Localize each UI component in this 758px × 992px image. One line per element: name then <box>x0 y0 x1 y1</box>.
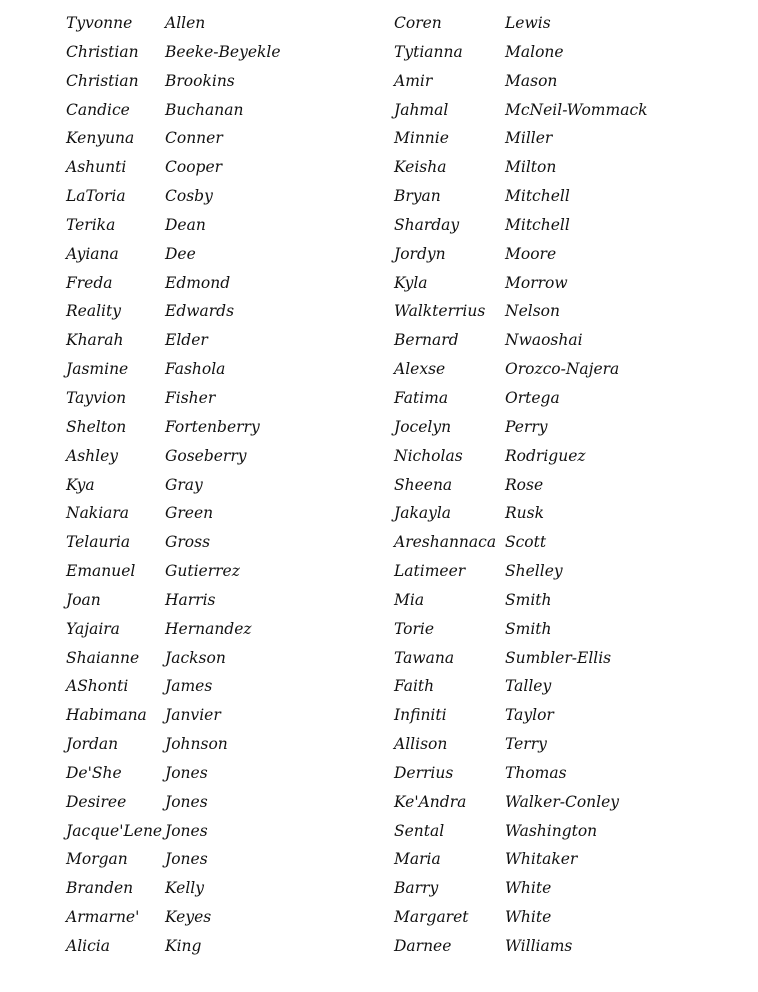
last-name: Nwaoshai <box>505 331 583 350</box>
first-name: Amir <box>394 71 433 90</box>
first-name: Kenyuna <box>66 129 135 148</box>
last-name: Ortega <box>505 388 560 407</box>
first-name: Latimeer <box>394 562 466 581</box>
last-name: Milton <box>505 158 557 177</box>
first-name: Nakiara <box>66 504 130 523</box>
last-name: Cooper <box>165 158 223 177</box>
first-name: Mia <box>394 590 425 609</box>
first-name: Bernard <box>394 331 459 350</box>
last-name: Harris <box>165 590 216 609</box>
last-name: Malone <box>505 42 564 61</box>
last-name: Talley <box>505 677 552 696</box>
last-name: Gray <box>165 475 203 494</box>
last-name: Sumbler-Ellis <box>505 648 612 667</box>
first-name: Sental <box>394 821 445 840</box>
first-name: Christian <box>66 42 139 61</box>
last-name: Scott <box>505 533 547 552</box>
first-name: Sharday <box>394 215 460 234</box>
last-name: Jones <box>165 821 208 840</box>
first-name: Coren <box>394 14 442 32</box>
last-name: Williams <box>505 937 573 955</box>
first-name: Maria <box>394 850 441 869</box>
last-name: White <box>505 879 552 898</box>
last-name: Allen <box>165 14 206 32</box>
last-name: Janvier <box>165 706 221 725</box>
first-name: Tawana <box>394 648 455 667</box>
first-name: Keisha <box>394 158 447 177</box>
first-name: Desiree <box>66 792 127 811</box>
first-name: Faith <box>394 677 435 696</box>
first-name: Christian <box>66 71 139 90</box>
last-name: Hernandez <box>165 619 252 638</box>
last-name: Washington <box>505 821 598 840</box>
last-name: Gutierrez <box>165 562 240 581</box>
last-name: Nelson <box>505 302 560 321</box>
last-name: Lewis <box>505 14 551 32</box>
first-name: Jakayla <box>394 504 452 523</box>
last-name: Kelly <box>165 879 205 898</box>
first-name: Torie <box>394 619 435 638</box>
first-name: AShonti <box>66 677 129 696</box>
first-name: De'She <box>66 763 122 782</box>
first-name: Tayvion <box>66 388 127 407</box>
last-name: Green <box>165 504 214 523</box>
first-name: Kya <box>66 475 95 494</box>
last-name: Mitchell <box>505 187 570 206</box>
first-name: Alicia <box>66 937 110 955</box>
first-name: Ashunti <box>66 158 127 177</box>
last-name: Mason <box>505 71 558 90</box>
last-name: Morrow <box>505 273 568 292</box>
first-name: Jocelyn <box>394 417 452 436</box>
first-name: Yajaira <box>66 619 120 638</box>
first-name: Emanuel <box>66 562 136 581</box>
first-name: Jahmal <box>394 100 449 119</box>
last-name: Brookins <box>165 71 235 90</box>
last-name: McNeil-Wommack <box>505 100 648 119</box>
first-name: Sheena <box>394 475 453 494</box>
last-name: Keyes <box>165 908 212 927</box>
first-name: Tyvonne <box>66 14 133 32</box>
last-name: Edmond <box>165 273 231 292</box>
last-name: Jones <box>165 850 208 869</box>
last-name: Rodriguez <box>505 446 586 465</box>
last-name: Smith <box>505 590 552 609</box>
last-name: Buchanan <box>165 100 244 119</box>
last-name: Goseberry <box>165 446 247 465</box>
last-name: Thomas <box>505 763 567 782</box>
last-name: White <box>505 908 552 927</box>
first-name: Jordan <box>66 735 119 754</box>
first-name: Ayiana <box>66 244 119 263</box>
last-name: Rose <box>505 475 544 494</box>
last-name: Perry <box>505 417 548 436</box>
first-name: Barry <box>394 879 439 898</box>
last-name: Fortenberry <box>165 417 260 436</box>
last-name: Dee <box>165 244 196 263</box>
last-name: Mitchell <box>505 215 570 234</box>
first-name: Minnie <box>394 129 449 148</box>
first-name: Reality <box>66 302 121 321</box>
last-name: Smith <box>505 619 552 638</box>
first-name: Bryan <box>394 187 441 206</box>
first-name: Darnee <box>394 937 452 955</box>
last-name: James <box>165 677 213 696</box>
last-name: Fashola <box>165 360 226 379</box>
first-name: Joan <box>66 590 101 609</box>
first-name: Habimana <box>66 706 147 725</box>
first-name: Morgan <box>66 850 128 869</box>
first-name: LaToria <box>66 187 126 206</box>
last-name: Whitaker <box>505 850 578 869</box>
first-name: Branden <box>66 879 134 898</box>
last-name: Moore <box>505 244 557 263</box>
first-name: Areshannaca <box>394 533 497 552</box>
last-name: Jackson <box>165 648 226 667</box>
first-name: Candice <box>66 100 130 119</box>
last-name: Taylor <box>505 706 554 725</box>
last-name: Jones <box>165 792 208 811</box>
first-name: Jacque'Lene <box>66 821 163 840</box>
first-name: Ashley <box>66 446 119 465</box>
last-name: Conner <box>165 129 223 148</box>
first-name: Terika <box>66 215 116 234</box>
last-name: Shelley <box>505 562 563 581</box>
last-name: Orozco-Najera <box>505 360 620 379</box>
first-name: Walkterrius <box>394 302 486 321</box>
last-name: Gross <box>165 533 211 552</box>
first-name: Tytianna <box>394 42 463 61</box>
last-name: King <box>165 937 202 955</box>
last-name: Walker-Conley <box>505 792 620 811</box>
last-name: Beeke-Beyekle <box>165 42 281 61</box>
first-name: Jasmine <box>66 360 129 379</box>
last-name: Fisher <box>165 388 216 407</box>
last-name: Dean <box>165 215 206 234</box>
first-name: Shelton <box>66 417 127 436</box>
last-name: Jones <box>165 763 208 782</box>
first-name: Telauria <box>66 533 131 552</box>
last-name: Edwards <box>165 302 235 321</box>
first-name: Freda <box>66 273 113 292</box>
first-name: Nicholas <box>394 446 463 465</box>
first-name: Armarne' <box>66 908 140 927</box>
last-name: Terry <box>505 735 547 754</box>
last-name: Cosby <box>165 187 213 206</box>
first-name: Margaret <box>394 908 469 927</box>
first-name: Kharah <box>66 331 124 350</box>
last-name: Johnson <box>165 735 228 754</box>
first-name: Derrius <box>394 763 454 782</box>
first-name: Alexse <box>394 360 446 379</box>
last-name: Miller <box>505 129 553 148</box>
first-name: Kyla <box>394 273 428 292</box>
last-name: Elder <box>165 331 208 350</box>
first-name: Ke'Andra <box>394 792 467 811</box>
first-name: Jordyn <box>394 244 446 263</box>
last-name: Rusk <box>505 504 544 523</box>
first-name: Allison <box>394 735 448 754</box>
first-name: Infiniti <box>394 706 447 725</box>
first-name: Shaianne <box>66 648 140 667</box>
first-name: Fatima <box>394 388 449 407</box>
